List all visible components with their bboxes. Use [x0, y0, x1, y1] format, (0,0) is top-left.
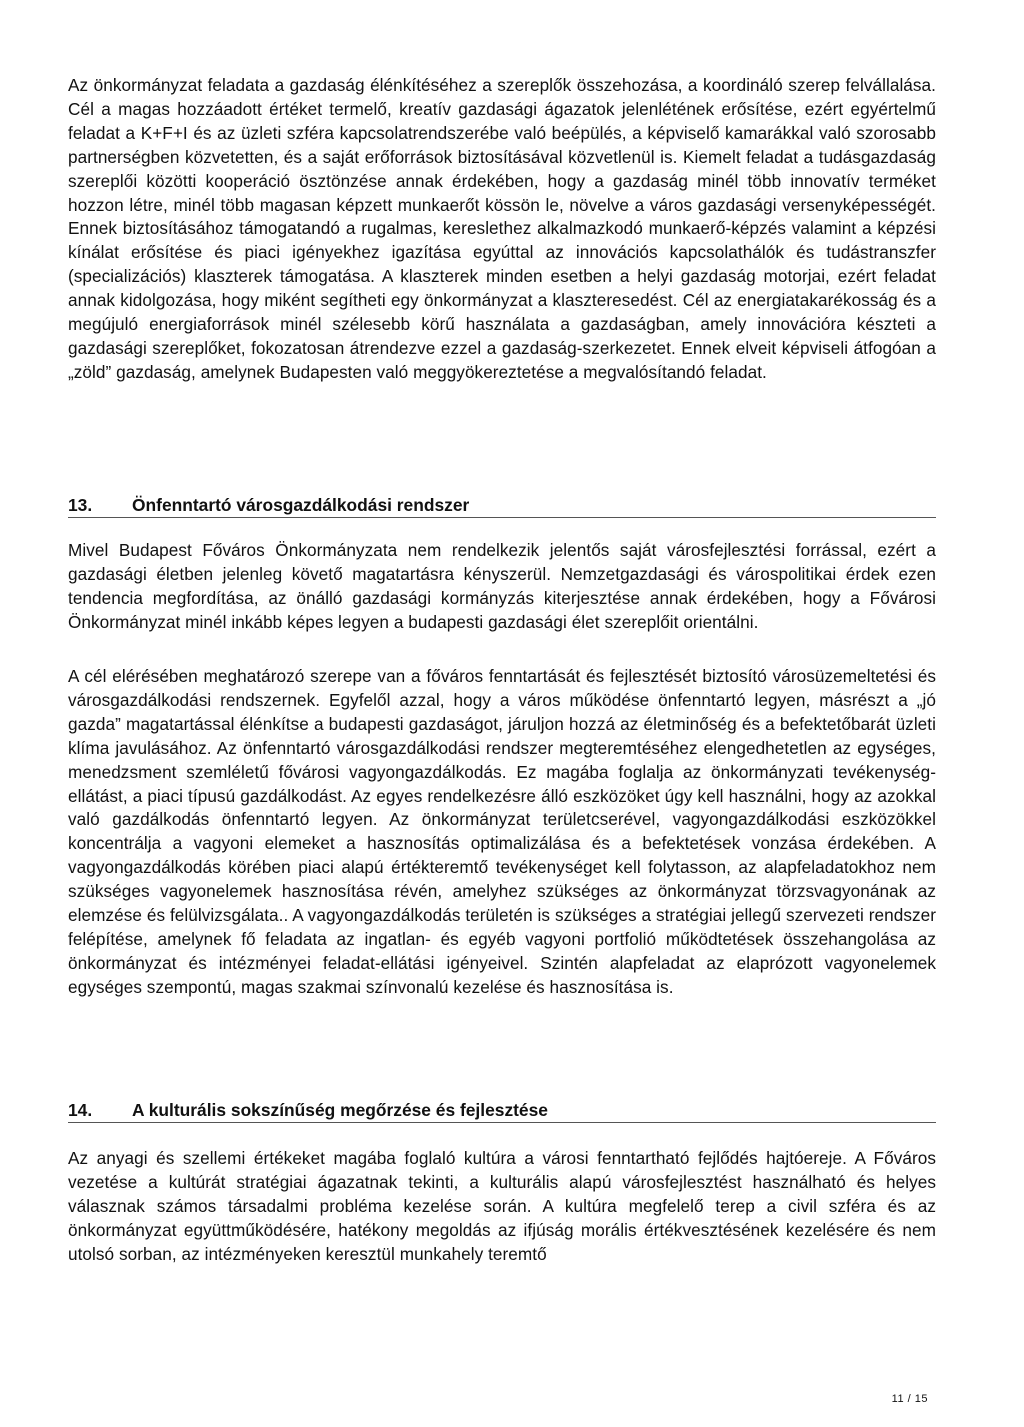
section-13-paragraph-1: Mivel Budapest Főváros Önkormányzata nem rendelkezik jelentős saját városfejlesztési forrással, ezért a gazdasági életben jelenleg követő magatartásra kényszerül. Nemzetgazdasági és várospolitikai érdek ezen tendencia megfordítása, az önálló gazdasági kormányzás kiterjesztése annak érdekében, hogy a Fővárosi Önkormányzat minél inkább képes legyen a budapesti gazdasági élet szereplőit orientálni.: [68, 540, 936, 632]
page-number: 11 / 15: [891, 1393, 928, 1405]
section-13-paragraph-2: A cél elérésében meghatározó szerepe van a főváros fenntartását és fejlesztését biztosító városüzemeltetési és városgazdálkodási rendszernek. Egyfelől azzal, hogy a város működése önfenntartó legyen, másrészt a „jó gazda” magatartással élénkítse a budapesti gazdaságot, járuljon hozzá az életminőség és a befektetőbarát üzleti klíma javulásához. Az önfenntartó városgazdálkodási rendszer megteremtéséhez elengedhetetlen az egységes, menedzsment szemléletű fővárosi vagyongazdálkodás. Ez magába foglalja az önkormányzati tevékenység-ellátást, a piaci típusú gazdálkodást. Az egyes rendelkezésre álló eszközöket úgy kell használni, hogy az azokkal való gazdálkodás önfenntartó legyen. Az önkormányzat területcserével, vagyongazdálkodási eszközökkel koncentrálja a vagyoni elemeket a hasznosítás optimalizálása és a befektetések vonzása érdekében. A vagyongazdálkodás körében piaci alapú értékteremtő tevékenységet kell folytasson, az alapfeladatokhoz nem szükséges vagyonelemek hasznosítása révén, amelyhez szükséges az önkormányzat törzsvagyonának az elemzése és felülvizsgálata.. A vagyongazdálkodás területén is szükséges a stratégiai jellegű szervezeti rendszer felépítése, amelynek fő feladata az ingatlan- és egyéb vagyoni portfolió működtetések összehangolása az önkormányzat és intézményei feladat-ellátási igényeivel. Szintén alapfeladat az elaprózott vagyonelemek egységes szempontú, magas szakmai színvonalú kezelése és hasznosítása is.: [68, 666, 936, 997]
section-14-heading: [68, 1099, 936, 1123]
section-14-paragraph-1: Az anyagi és szellemi értékeket magába foglaló kultúra a városi fenntartható fejlődés hajtóereje. A Főváros vezetése a kultúrát stratégiai ágazatnak tekinti, a kulturális alapú városfejlesztést használható és helyes válasznak számos társadalmi probléma kezelése során. A kultúra megfelelő terep a civil szféra és az önkormányzat együttműködésére, hatékony megoldás az ifjúság morális értékvesztésének kezelésére és nem utolsó sorban, az intézményeken keresztül munkahely teremtő: [68, 1148, 936, 1264]
intro-paragraph: Az önkormányzat feladata a gazdaság élénkítéséhez a szereplők összehozása, a koordináló szerep felvállalása. Cél a magas hozzáadott értéket termelő, kreatív gazdasági ágazatok jelenlétének erősítése, ezért egyértelmű feladat a K+F+I és az üzleti szféra kapcsolatrendszerébe való beépülés, a képviselő kamarákkal való szorosabb partnerségben közvetetten, és a saját erőforrások biztosításával közvetlenül is. Kiemelt feladat a tudásgazdaság szereplői közötti kooperáció ösztönzése annak érdekében, hogy a gazdaság minél több innovatív terméket hozzon létre, minél több magasan képzett munkaerőt kössön le, növelve a város gazdasági versenyképességét. Ennek biztosításához támogatandó a rugalmas, kereslethez alkalmazkodó munkaerő-képzés valamint a képzési kínálat erősítése és piaci igényekhez igazítása egyúttal az innovációs kapcsolathálók és tudástranszfer (specializációs) klaszterek támogatása. A klaszterek minden esetben a helyi gazdaság motorjai, ezért feladat annak kidolgozása, hogy miként segítheti egy önkormányzat a klaszteresedést. Cél az energiatakarékosság és a megújuló energiaforrások minél szélesebb körű használata a gazdaságban, amely innovációra készteti a gazdasági szereplőket, fokozatosan átrendezve ezzel a gazdaság-szerkezetet. Ennek elveit képviseli átfogóan a „zöld” gazdaság, amelynek Budapesten való meggyökereztetése a megvalósítandó feladat.: [68, 75, 936, 382]
section-14-title: A kulturális sokszínűség megőrzése és fejlesztése: [132, 1100, 548, 1120]
section-13-heading: [68, 494, 936, 518]
section-13-number: 13.: [68, 495, 93, 515]
section-14-number: 14.: [68, 1100, 93, 1120]
section-13-title: Önfenntartó városgazdálkodási rendszer: [132, 495, 470, 515]
